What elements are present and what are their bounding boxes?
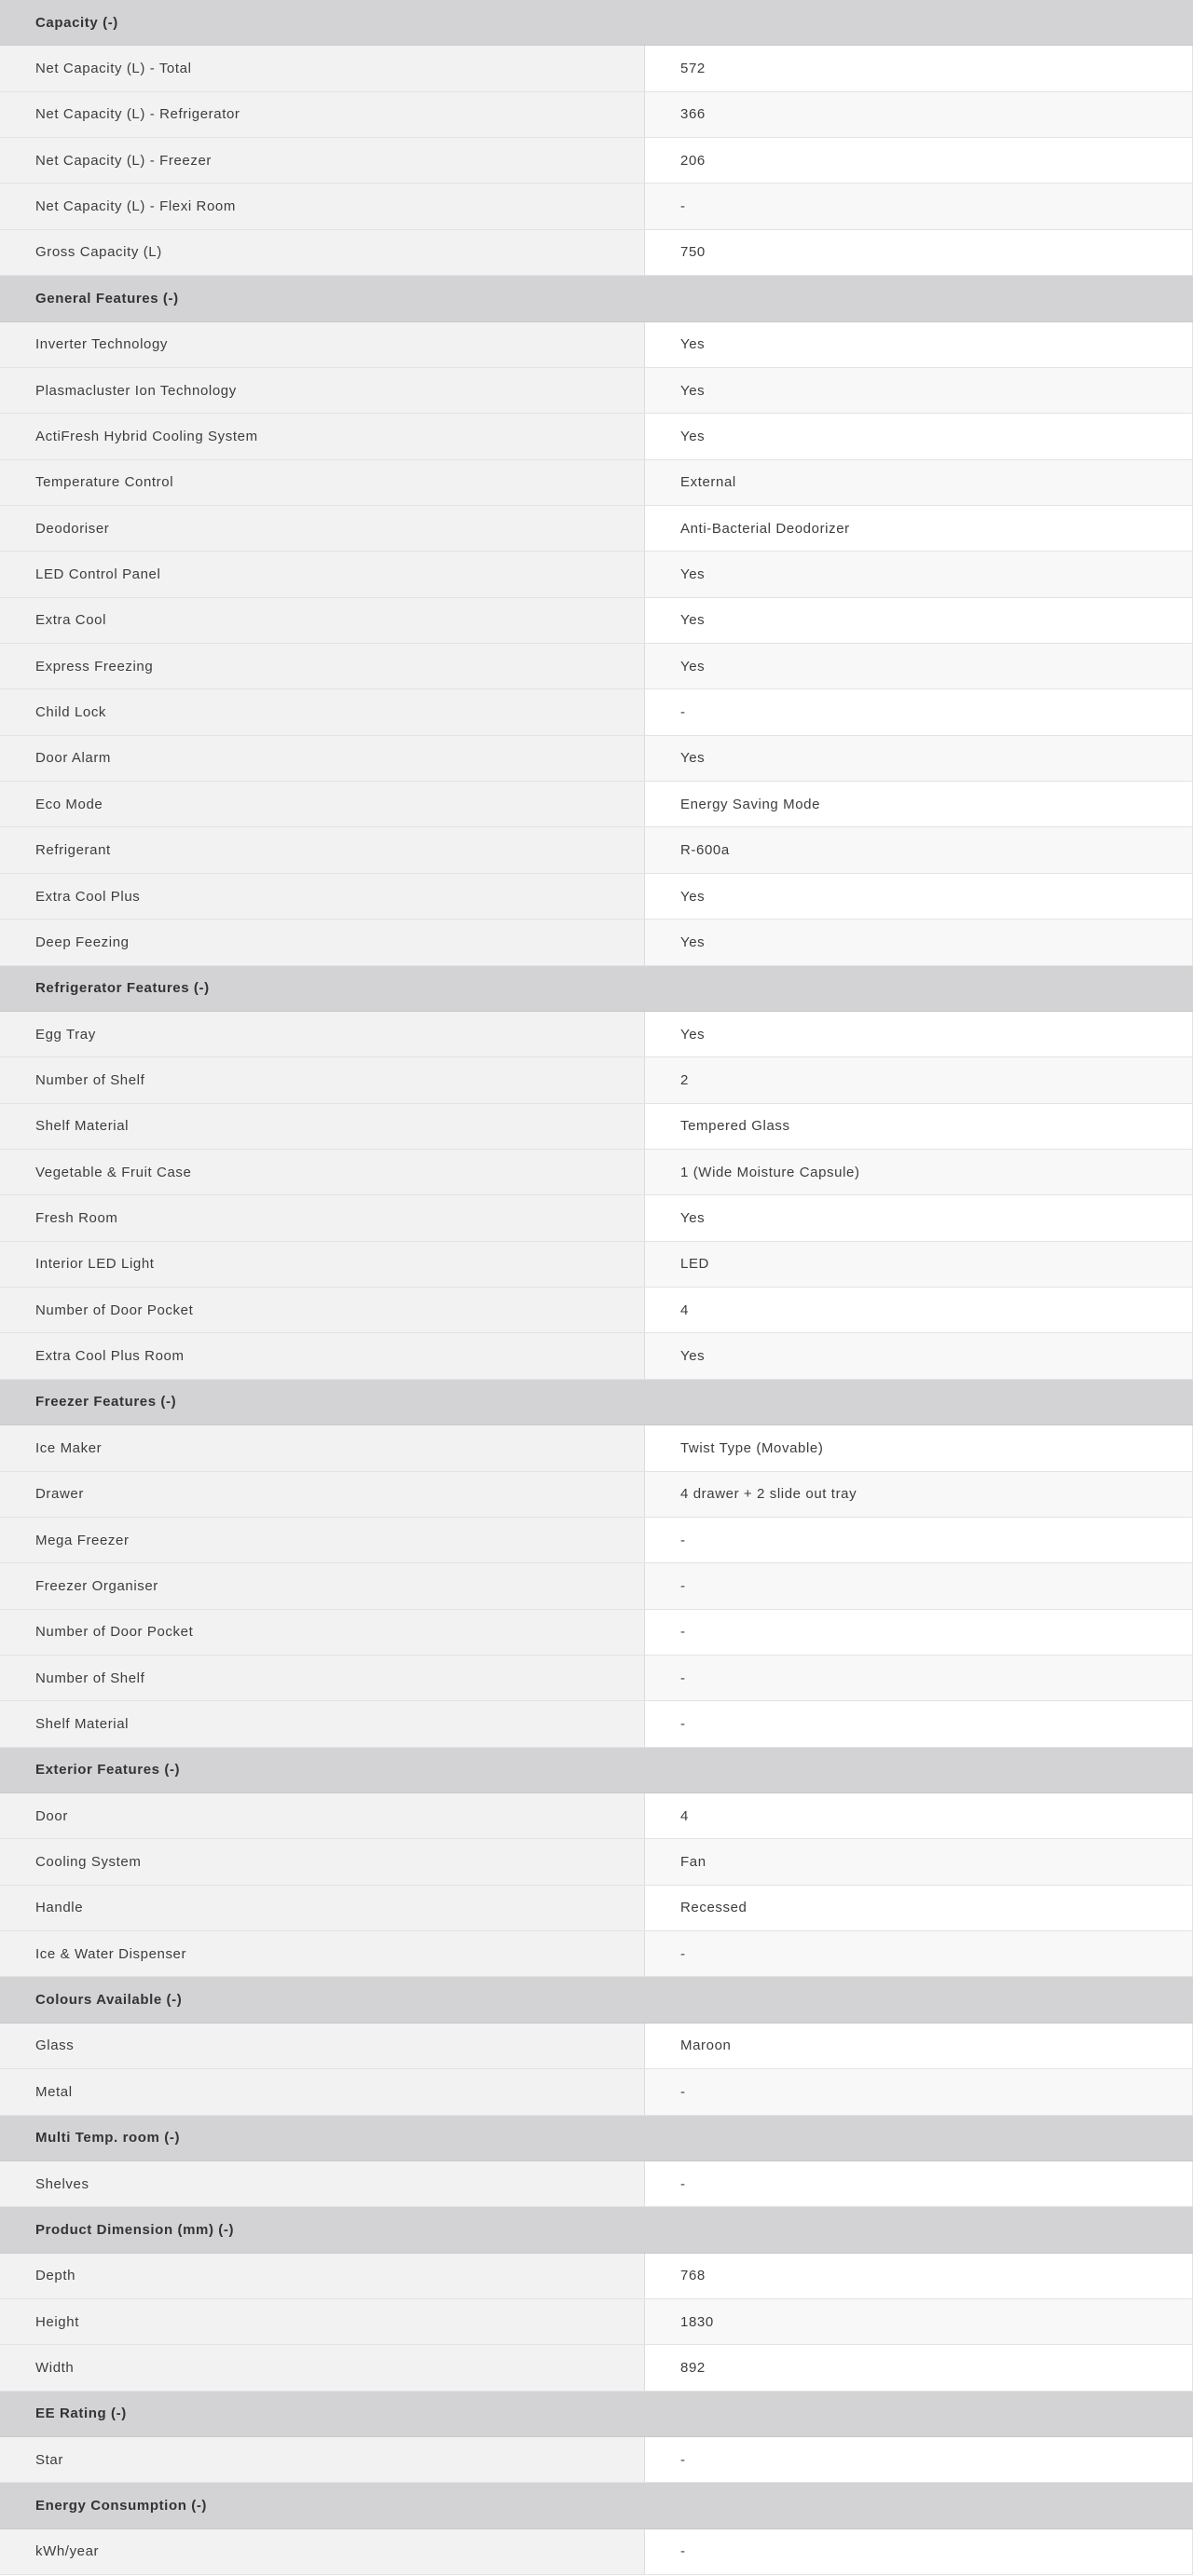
spec-label: Ice Maker <box>0 1425 645 1470</box>
spec-value: 1 (Wide Moisture Capsule) <box>645 1150 1193 1194</box>
spec-value: Yes <box>645 920 1193 964</box>
spec-label: Number of Shelf <box>0 1057 645 1102</box>
spec-label: Refrigerant <box>0 827 645 872</box>
spec-value: Yes <box>645 1195 1193 1240</box>
spec-label: Express Freezing <box>0 644 645 688</box>
section-header[interactable]: Refrigerator Features (-) <box>0 966 1193 1012</box>
spec-row <box>0 1793 1193 1839</box>
section-header[interactable]: Freezer Features (-) <box>0 1380 1193 1425</box>
spec-row <box>0 2024 1193 2069</box>
spec-value: Recessed <box>645 1886 1193 1930</box>
spec-row <box>0 1886 1193 1931</box>
spec-row <box>0 689 1193 735</box>
spec-label: Gross Capacity (L) <box>0 230 645 275</box>
spec-label: Net Capacity (L) - Flexi Room <box>0 184 645 228</box>
spec-label: Door Alarm <box>0 736 645 781</box>
spec-value: Yes <box>645 1012 1193 1056</box>
section-header[interactable]: Multi Temp. room (-) <box>0 2116 1193 2161</box>
spec-value: 892 <box>645 2345 1193 2390</box>
spec-row <box>0 644 1193 689</box>
spec-row <box>0 1012 1193 1057</box>
spec-row <box>0 460 1193 506</box>
spec-value: 4 drawer + 2 slide out tray <box>645 1472 1193 1517</box>
section-header[interactable]: Capacity (-) <box>0 0 1193 46</box>
spec-row <box>0 1518 1193 1563</box>
spec-section <box>0 2392 1193 2484</box>
spec-row <box>0 46 1193 91</box>
spec-value: 206 <box>645 138 1193 183</box>
section-header[interactable]: Energy Consumption (-) <box>0 2483 1193 2528</box>
spec-label: Vegetable & Fruit Case <box>0 1150 645 1194</box>
spec-value: 572 <box>645 46 1193 90</box>
spec-row <box>0 1563 1193 1609</box>
spec-value: Yes <box>645 368 1193 413</box>
spec-row <box>0 184 1193 229</box>
spec-row <box>0 1333 1193 1379</box>
spec-row <box>0 827 1193 873</box>
spec-label: Freezer Organiser <box>0 1563 645 1608</box>
section-header[interactable]: General Features (-) <box>0 276 1193 321</box>
spec-label: Inverter Technology <box>0 322 645 367</box>
spec-row <box>0 1425 1193 1471</box>
spec-label: Egg Tray <box>0 1012 645 1056</box>
spec-label: Width <box>0 2345 645 2390</box>
spec-row <box>0 138 1193 184</box>
spec-label: kWh/year <box>0 2529 645 2574</box>
spec-label: LED Control Panel <box>0 552 645 596</box>
spec-label: Net Capacity (L) - Refrigerator <box>0 92 645 137</box>
spec-row <box>0 2529 1193 2575</box>
spec-row <box>0 92 1193 138</box>
spec-value: Yes <box>645 552 1193 596</box>
spec-label: Eco Mode <box>0 782 645 826</box>
spec-label: Cooling System <box>0 1839 645 1884</box>
spec-label: Net Capacity (L) - Freezer <box>0 138 645 183</box>
spec-label: ActiFresh Hybrid Cooling System <box>0 414 645 458</box>
spec-value: Maroon <box>645 2024 1193 2068</box>
spec-row <box>0 1472 1193 1518</box>
spec-row <box>0 874 1193 920</box>
spec-label: Child Lock <box>0 689 645 734</box>
spec-label: Extra Cool Plus Room <box>0 1333 645 1378</box>
spec-label: Door <box>0 1793 645 1838</box>
spec-label: Shelves <box>0 2161 645 2206</box>
spec-label: Handle <box>0 1886 645 1930</box>
spec-row <box>0 920 1193 965</box>
spec-value: 768 <box>645 2254 1193 2298</box>
spec-value: - <box>645 1656 1193 1700</box>
spec-value: LED <box>645 1242 1193 1287</box>
spec-value: - <box>645 1931 1193 1976</box>
spec-section <box>0 1977 1193 2115</box>
spec-value: - <box>645 2529 1193 2574</box>
spec-label: Deodoriser <box>0 506 645 551</box>
spec-value: R-600a <box>645 827 1193 872</box>
section-header[interactable]: Exterior Features (-) <box>0 1748 1193 1793</box>
spec-label: Number of Door Pocket <box>0 1288 645 1332</box>
spec-row <box>0 2254 1193 2299</box>
spec-value: - <box>645 2161 1193 2206</box>
spec-label: Temperature Control <box>0 460 645 505</box>
spec-label: Number of Shelf <box>0 1656 645 1700</box>
spec-value: 4 <box>645 1288 1193 1332</box>
spec-value: Yes <box>645 1333 1193 1378</box>
spec-label: Ice & Water Dispenser <box>0 1931 645 1976</box>
spec-label: Deep Feezing <box>0 920 645 964</box>
spec-label: Depth <box>0 2254 645 2298</box>
spec-row <box>0 1839 1193 1885</box>
spec-section <box>0 1748 1193 1978</box>
spec-label: Glass <box>0 2024 645 2068</box>
spec-row <box>0 552 1193 597</box>
spec-value: Tempered Glass <box>645 1104 1193 1149</box>
spec-row <box>0 2345 1193 2391</box>
spec-value: Yes <box>645 598 1193 643</box>
spec-row <box>0 322 1193 368</box>
spec-section <box>0 2116 1193 2208</box>
spec-value: Yes <box>645 736 1193 781</box>
section-header[interactable]: Product Dimension (mm) (-) <box>0 2207 1193 2253</box>
spec-row <box>0 1610 1193 1656</box>
spec-value: - <box>645 2069 1193 2114</box>
spec-label: Star <box>0 2437 645 2482</box>
spec-value: - <box>645 1701 1193 1746</box>
spec-section <box>0 1380 1193 1748</box>
spec-value: 2 <box>645 1057 1193 1102</box>
spec-row <box>0 1656 1193 1701</box>
spec-value: 1830 <box>645 2299 1193 2344</box>
spec-label: Interior LED Light <box>0 1242 645 1287</box>
spec-value: 366 <box>645 92 1193 137</box>
spec-section <box>0 0 1193 276</box>
spec-value: 750 <box>645 230 1193 275</box>
spec-value: - <box>645 2437 1193 2482</box>
spec-row <box>0 598 1193 644</box>
spec-label: Metal <box>0 2069 645 2114</box>
spec-row <box>0 1195 1193 1241</box>
spec-section <box>0 276 1193 965</box>
spec-label: Shelf Material <box>0 1104 645 1149</box>
spec-section <box>0 966 1193 1380</box>
spec-value: Energy Saving Mode <box>645 782 1193 826</box>
spec-label: Number of Door Pocket <box>0 1610 645 1655</box>
spec-row <box>0 506 1193 552</box>
spec-row <box>0 1104 1193 1150</box>
spec-label: Net Capacity (L) - Total <box>0 46 645 90</box>
spec-label: Mega Freezer <box>0 1518 645 1562</box>
spec-row <box>0 2069 1193 2115</box>
spec-value: Twist Type (Movable) <box>645 1425 1193 1470</box>
spec-label: Extra Cool Plus <box>0 874 645 919</box>
spec-label: Height <box>0 2299 645 2344</box>
spec-section <box>0 2483 1193 2575</box>
spec-label: Shelf Material <box>0 1701 645 1746</box>
spec-value: External <box>645 460 1193 505</box>
spec-value: - <box>645 689 1193 734</box>
spec-row <box>0 2299 1193 2345</box>
spec-row <box>0 368 1193 414</box>
spec-value: - <box>645 1518 1193 1562</box>
spec-row <box>0 1057 1193 1103</box>
spec-row <box>0 1701 1193 1747</box>
spec-value: Anti-Bacterial Deodorizer <box>645 506 1193 551</box>
spec-row <box>0 414 1193 459</box>
spec-value: Fan <box>645 1839 1193 1884</box>
spec-row <box>0 2437 1193 2483</box>
spec-value: - <box>645 1610 1193 1655</box>
spec-value: Yes <box>645 414 1193 458</box>
spec-section <box>0 2207 1193 2391</box>
spec-row <box>0 1242 1193 1288</box>
spec-row <box>0 2161 1193 2207</box>
spec-value: - <box>645 184 1193 228</box>
section-header[interactable]: EE Rating (-) <box>0 2392 1193 2437</box>
spec-row <box>0 1931 1193 1977</box>
spec-row <box>0 736 1193 782</box>
spec-label: Fresh Room <box>0 1195 645 1240</box>
spec-label: Plasmacluster Ion Technology <box>0 368 645 413</box>
spec-row <box>0 782 1193 827</box>
spec-label: Extra Cool <box>0 598 645 643</box>
spec-value: Yes <box>645 322 1193 367</box>
spec-row <box>0 1150 1193 1195</box>
spec-row <box>0 230 1193 276</box>
spec-row <box>0 1288 1193 1333</box>
spec-value: Yes <box>645 644 1193 688</box>
spec-label: Drawer <box>0 1472 645 1517</box>
spec-value: - <box>645 1563 1193 1608</box>
spec-value: Yes <box>645 874 1193 919</box>
section-header[interactable]: Colours Available (-) <box>0 1977 1193 2023</box>
spec-value: 4 <box>645 1793 1193 1838</box>
